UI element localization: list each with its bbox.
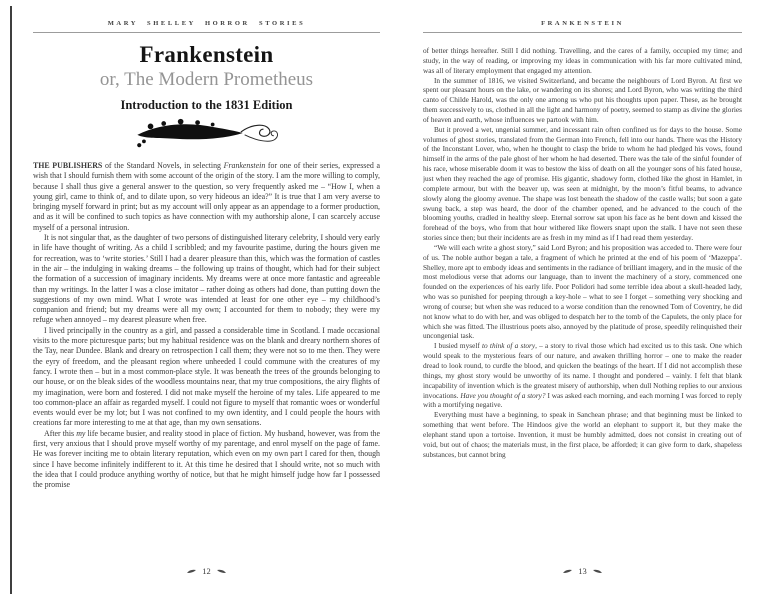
running-header-right: FRANKENSTEIN — [541, 20, 624, 27]
footer-ornament-icon — [216, 566, 226, 576]
book-title: Frankenstein — [139, 42, 274, 67]
section-title: Introduction to the 1831 Edition — [120, 98, 293, 112]
paragraph: THE PUBLISHERS of the Standard Novels, in selecting Frankenstein for one of their series, expressed a wish that I should furnish them with some account of the origin of the story. I am the more willing to comply, because I shall thus give a general answer to the question, so very frequently asked me – “How I, when a young girl, came to think of, and to dilate upon, so very hideous an idea?” It is true that I am very averse to bringing myself forward in print; but as my account will only appear as an appendage to a former production, and as it will be confined to such topics as have connection with my authorship alone, I can scarcely accuse myself of a personal intrusion. — [33, 161, 380, 232]
right-page-body — [423, 46, 742, 562]
footer-ornament-icon — [563, 566, 573, 576]
paragraph: In the summer of 1816, we visited Switzerland, and became the neighbours of Lord Byron. At first we spent our pleasant hours on the lake, or wandering on its shores; and Lord Byron, who was writing the third canto of Childe Harold, was the only one among us who put his thoughts upon paper. These, as he brought them successively to us, clothed in all the light and harmony of poetry, seemed to stamp as divine the glories of heaven and earth, whose influences we partook with him. — [423, 75, 742, 124]
paragraph: But it proved a wet, ungenial summer, and incessant rain often confined us for days to the house. Some volumes of ghost stories, translated from the German into French, fell into our hands. There was the History of the Inconstant Lover, who, when he thought to clasp the bride to whom he had pledged his vows, found himself in the arms of the pale ghost of her whom he had deserted. There was the tale of the sinful founder of his race, whose miserable doom it was to bestow the kiss of death on all the younger sons of his fated house, just when they reached the age of promise. His gigantic, shadowy form, clothed like the ghost in Hamlet, in complete armour, but with the beaver up, was seen at midnight, by the moon’s fitful beams, to advance slowly along the gloomy avenue. The shape was lost beneath the shadow of the castle walls; but soon a gate swung back, a step was heard, the door of the chamber opened, and he advanced to the couch of the blooming youths, cradled in healthy sleep. Eternal sorrow sat upon his face as he bent down and kissed the forehead of the boys, who from that hour withered like flowers snapt upon the stalk. I have not seen these stories since then; but their incidents are as fresh in my mind as if I had read them yesterday. — [423, 124, 742, 243]
paragraph: Everything must have a beginning, to speak in Sanchean phrase; and that beginning must be linked to something that went before. The Hindoos give the world an elephant to support it, but they make the elephant stand upon a tortoise. Invention, it must be humbly admitted, does not consist in creating out of void, but out of chaos; the materials must, in the first place, be afforded; it can give form to dark, shapeless substances, but cannot bring — [423, 410, 742, 459]
book-subtitle: or, The Modern Prometheus — [99, 69, 314, 90]
right-page-footer — [423, 566, 742, 576]
page-number: 12 — [202, 566, 211, 576]
left-page-footer — [33, 566, 380, 576]
flourish-ornament — [33, 116, 380, 153]
running-header-left: MARY SHELLEY HORROR STORIES — [107, 20, 306, 27]
paragraph: “We will each write a ghost story,” said Lord Byron; and his proposition was acceded to. There were four of us. The noble author began a tale, a fragment of which he printed at the end of his poem of ‘Mazeppa’. Shelley, more apt to embody ideas and sentiments in the radiance of brilliant imagery, and in the music of the most melodious verse that adorns our language, than to invent the machinery of a story, commenced one founded on the experiences of his early life. Poor Polidori had some terrible idea about a skull-headed lady, who was so punished for peeping through a key-hole – what to see I forget – something very shocking and wrong of course; but when she was reduced to a worse condition than the renowned Tom of Coventry, he did not know what to do with her, and was obliged to despatch her to the tomb of the Capulets, the only place for which she was fitted. The illustrious poets also, annoyed by the platitude of prose, speedily relinquished their uncongenial task. — [423, 242, 742, 341]
paragraph: After this my life became busier, and reality stood in place of fiction. My husband, however, was from the first, very anxious that I should prove myself worthy of my parentage, and enrol myself on the page of fame. He was forever inciting me to obtain literary reputation, which even on my own part I cared for then, though since I have become infinitely indifferent to it. At this time he desired that I should write, not so much with the idea that I could produce anything worthy of notice, but that he might himself judge how far I possessed the promise — [33, 428, 380, 490]
page-number: 13 — [578, 566, 587, 576]
paragraph: I busied myself to think of a story, – a story to rival those which had excited us to this task. One which would speak to the mysterious fears of our nature, and awaken thrilling horror – one to make the reader dread to look round, to curdle the blood, and quicken the beatings of the heart. If I did not accomplish these things, my ghost story would be unworthy of its name. I thought and pondered – vainly. I felt that blank incapability of invention which is the greatest misery of authorship, when dull Nothing replies to our anxious invocations. Have you thought of a story? I was asked each morning, and each morning I was forced to reply with a mortifying negative. — [423, 341, 742, 410]
left-page-body — [33, 161, 380, 563]
footer-ornament-icon — [187, 566, 197, 576]
footer-ornament-icon — [592, 566, 602, 576]
header-rule-left — [33, 32, 380, 33]
paragraph: I lived principally in the country as a girl, and passed a considerable time in Scotland. I made occasional visits to the more picturesque parts; but my habitual residence was on the blank and dreary northern shores of the Tay, near Dundee. Blank and dreary on retrospection I call them; they were not so to me then. They were the eyry of freedom, and the pleasant region where unheeded I could commune with the creatures of my fancy. I wrote then – but in a most common-place style. It was beneath the trees of the grounds belonging to our house, or on the bleak sides of the woodless mountains near, that my true compositions, the airy flights of my imagination, were born and fostered. I did not make myself the heroine of my tales. Life appeared to me too common-place an affair as regarded myself. I could not figure to myself that romantic woes or wonderful events would ever be my lot; but I was not confined to my own identity, and I could people the hours with creations far more interesting to me at that age, than my own sensations. — [33, 325, 380, 428]
header-rule-right — [423, 32, 742, 33]
paragraph: of better things hereafter. Still I did nothing. Travelling, and the cares of a family, occupied my time; and study, in the way of reading, or improving my ideas in communication with his far more cultivated mind, was all of literary employment that engaged my attention. — [423, 46, 742, 75]
title-block — [33, 42, 380, 153]
paragraph: It is not singular that, as the daughter of two persons of distinguished literary celebrity, I should very early in life have thought of writing. As a child I scribbled; and my favourite pastime, during the hours given me for recreation, was to ‘write stories.’ Still I had a dearer pleasure than this, which was the formation of castles in the air – the indulging in waking dreams – the following up trains of thought, which had for their subject the formation of a succession of imaginary incidents. My dreams were at once more fantastic and agreeable than my writings. In the latter I was a close imitator – rather doing as others had done, than putting down the suggestions of my own mind. What I wrote was intended at least for one other eye – my childhood’s companion and friend; but my dreams were all my own; I accounted for them to nobody; they were my refuge when annoyed – my dearest pleasure when free. — [33, 233, 380, 325]
page-spine-edge — [10, 6, 12, 594]
